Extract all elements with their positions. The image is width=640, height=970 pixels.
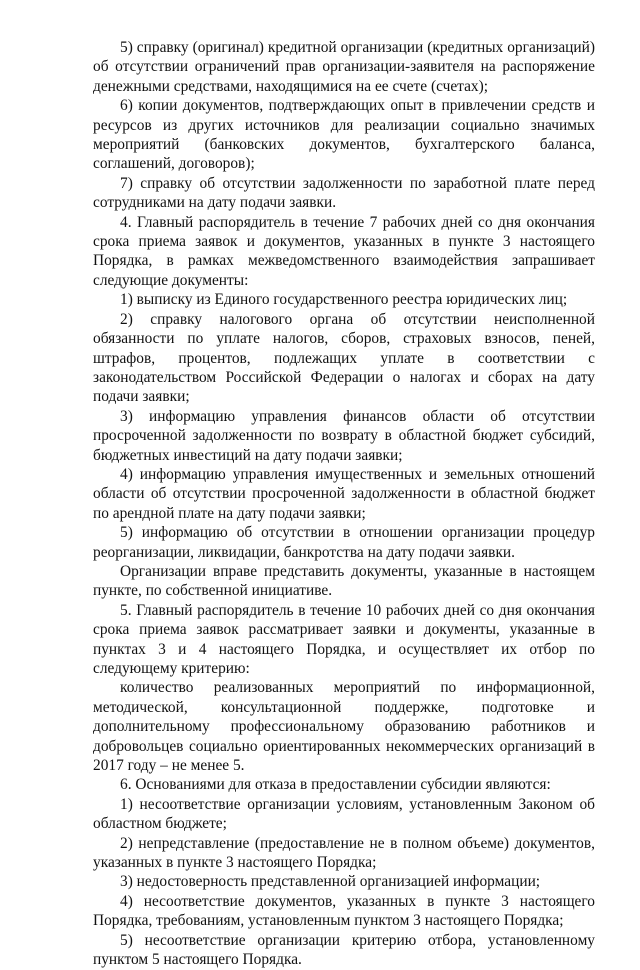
paragraph-clause-4: 4. Главный распорядитель в течение 7 рабочих дней со дня окончания срока приема заявок и документов, указанных в пункте 3 настоящего Порядка, в рамках межведомственного взаимодействия запрашивает следующие документы: (93, 213, 595, 289)
paragraph-own-initiative: Организации вправе представить документы, указанные в настоящем пункте, по собственной инициативе. (93, 562, 595, 600)
paragraph-selection-criterion: количество реализованных мероприятий по информационной, методической, консультационной поддержке, подготовке и дополнительному профессиональному образованию работников и добровольцев социально ориентированных некоммерческих организаций в 2017 году – не менее 5. (93, 679, 595, 775)
paragraph-clause-6-item-3: 3) недостоверность представленной организацией информации; (120, 873, 541, 891)
paragraph-clause-6-item-4: 4) несоответствие документов, указанных в пункте 3 настоящего Порядка, требованиям, установленным пунктом 3 настоящего Порядка; (93, 892, 595, 930)
paragraph-item-6-copies-of-documents: 6) копии документов, подтверждающих опыт в привлечении средств и ресурсов из других источников для реализации социально значимых мероприятий (банковских документов, бухгалтерского баланса, соглашений, договоров); (93, 97, 595, 173)
paragraph-clause-6: 6. Основаниями для отказа в предоставлении субсидии являются: (120, 776, 551, 794)
paragraph-clause-6-item-1: 1) несоответствие организации условиям, установленным Законом об областном бюджете; (93, 795, 595, 833)
paragraph-clause-6-item-2: 2) непредставление (предоставление не в полном объеме) документов, указанных в пункте 3 настоящего Порядка; (93, 834, 595, 872)
document-page (93, 38, 595, 970)
paragraph-clause-6-item-5: 5) несоответствие организации критерию отбора, установленному пунктом 5 настоящего Порядка. (93, 931, 595, 969)
paragraph-clause-4-item-1: 1) выписку из Единого государственного реестра юридических лиц; (120, 291, 568, 309)
paragraph-clause-4-item-5: 5) информацию об отсутствии в отношении организации процедур реорганизации, ликвидации, банкротства на дату подачи заявки. (93, 524, 595, 561)
paragraph-clause-4-item-4: 4) информацию управления имущественных и земельных отношений области об отсутствии просроченной задолженности в областной бюджет по арендной плате на дату подачи заявки; (93, 465, 595, 522)
paragraph-clause-5: 5. Главный распорядитель в течение 10 рабочих дней со дня окончания срока приема заявок рассматривает заявки и документы, указанные в пунктах 3 и 4 настоящего Порядка, и осуществляет их отбор по следующему критерию: (93, 601, 595, 677)
paragraph-item-7-salary-debt-certificate: 7) справку об отсутствии задолженности по заработной плате перед сотрудниками на дату подачи заявки. (93, 174, 595, 212)
paragraph-clause-4-item-3: 3) информацию управления финансов области об отсутствии просроченной задолженности по возврату в областной бюджет субсидий, бюджетных инвестиций на дату подачи заявки; (93, 407, 595, 464)
paragraph-clause-4-item-2: 2) справку налогового органа об отсутствии неисполненной обязанности по уплате налогов, сборов, страховых взносов, пеней, штрафов, процентов, подлежащих уплате в соответствии с законодательством Российской Федерации о налогах и сборах на дату подачи заявки; (93, 310, 595, 406)
paragraph-item-5-bank-certificate: 5) справку (оригинал) кредитной организации (кредитных организаций) об отсутствии ограничений прав организации-заявителя на распоряжение денежными средствами, находящимися на ее счете (счетах); (93, 39, 595, 95)
